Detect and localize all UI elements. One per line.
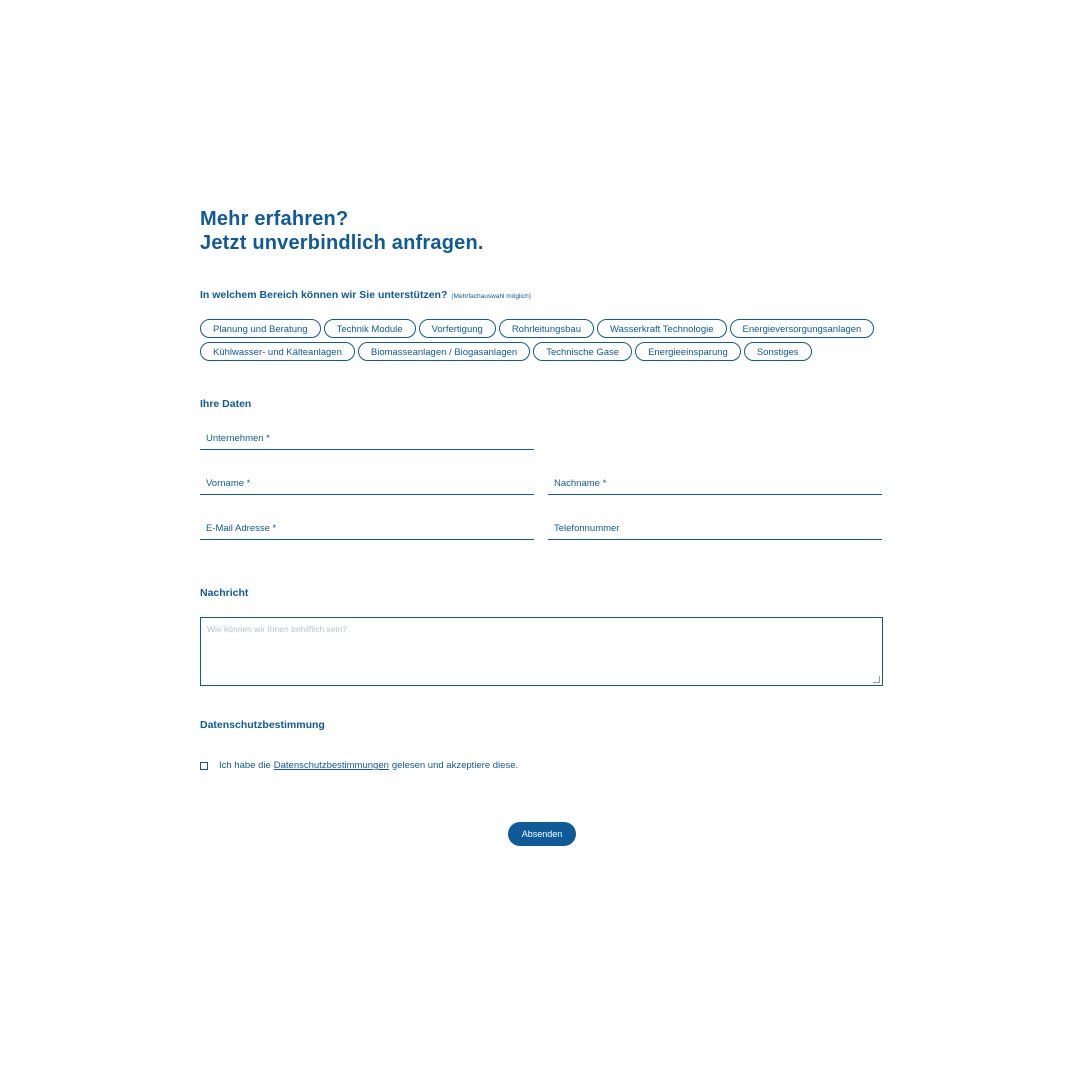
consent-text-before: Ich habe die — [219, 760, 271, 771]
privacy-checkbox[interactable] — [200, 762, 208, 770]
company-input[interactable]: Unternehmen * — [200, 430, 534, 450]
message-textarea[interactable] — [200, 617, 883, 686]
chip-sonstiges[interactable]: Sonstiges — [744, 342, 812, 361]
chip-energieeinsparung[interactable]: Energieeinsparung — [635, 342, 741, 361]
privacy-policy-link[interactable]: Datenschutzbestimmungen — [273, 760, 389, 771]
resize-handle-icon[interactable] — [873, 676, 880, 683]
chip-wasserkraft-technologie[interactable]: Wasserkraft Technologie — [597, 319, 727, 338]
first-name-input[interactable]: Vorname * — [200, 475, 534, 495]
chip-energieversorgungsanlagen[interactable]: Energieversorgungsanlagen — [730, 319, 875, 338]
title-line-1: Mehr erfahren? — [200, 208, 349, 230]
section-title-ihre-daten: Ihre Daten — [200, 398, 252, 410]
area-question-text: In welchem Bereich können wir Sie unterstützen? — [200, 289, 448, 301]
message-placeholder: Wie können wir Ihnen behilflich sein? — [207, 624, 347, 634]
section-title-nachricht: Nachricht — [200, 587, 249, 599]
chip-technik-module[interactable]: Technik Module — [324, 319, 416, 338]
chip-planung-und-beratung[interactable]: Planung und Beratung — [200, 319, 321, 338]
chip-technische-gase[interactable]: Technische Gase — [533, 342, 632, 361]
chip-rohrleitungsbau[interactable]: Rohrleitungsbau — [499, 319, 594, 338]
privacy-consent — [200, 760, 518, 771]
last-name-input[interactable]: Nachname * — [548, 475, 882, 495]
submit-button[interactable]: Absenden — [508, 822, 576, 846]
form-fields-area — [200, 207, 883, 907]
title-line-2: Jetzt unverbindlich anfragen. — [200, 232, 484, 254]
multi-select-hint: (Mehrfachauswahl möglich) — [451, 293, 531, 300]
chip-biomasseanlagen-biogasanlagen[interactable]: Biomasseanlagen / Biogasanlagen — [358, 342, 530, 361]
chip-vorfertigung[interactable]: Vorfertigung — [419, 319, 496, 338]
chip-kuehlwasser-kaelteanlagen[interactable]: Kühlwasser- und Kälteanlagen — [200, 342, 355, 361]
phone-input[interactable]: Telefonnummer — [548, 520, 882, 540]
consent-text-after: gelesen und akzeptiere diese. — [391, 760, 519, 771]
section-title-datenschutz: Datenschutzbestimmung — [200, 719, 325, 731]
email-input[interactable]: E-Mail Adresse * — [200, 520, 534, 540]
